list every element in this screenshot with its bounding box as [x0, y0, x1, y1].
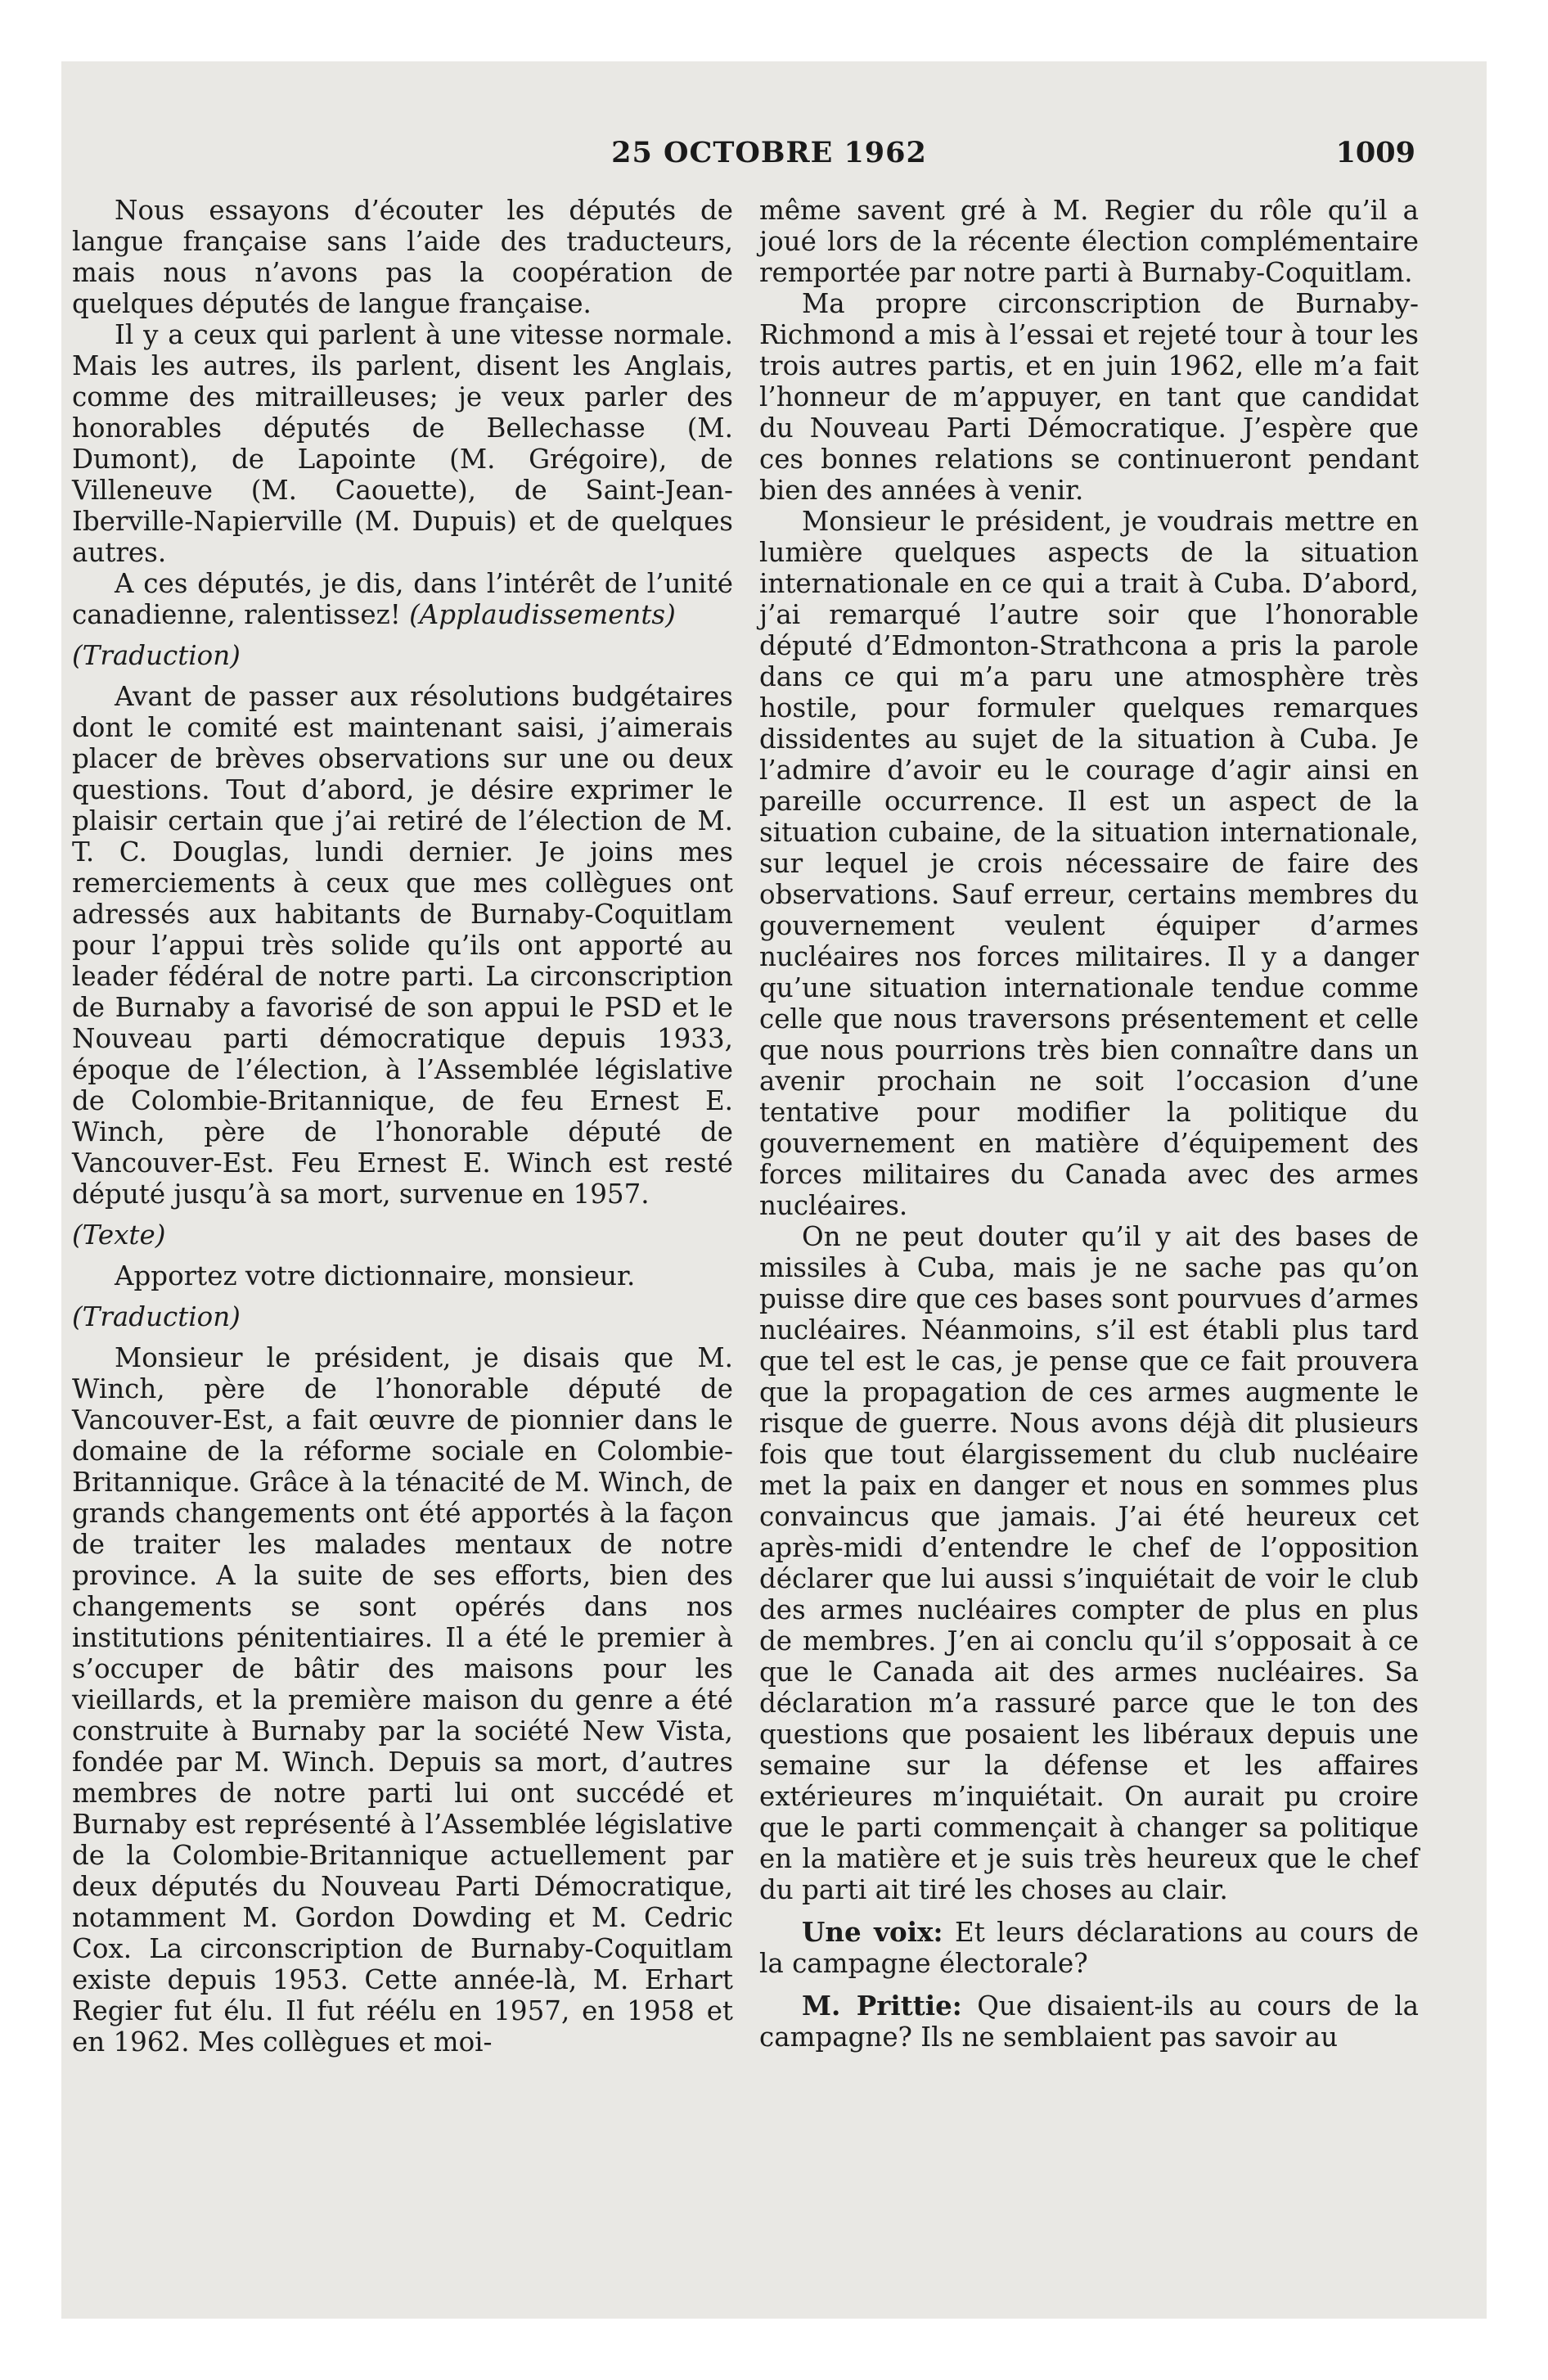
page-header	[123, 136, 1415, 172]
speaker-text: Et leurs déclarations au cours de la campagne électorale?	[759, 1917, 1419, 1979]
page-number: 1009	[1335, 136, 1415, 169]
paragraph: Ma propre circonscription de Burnaby-Richmond a mis à l’essai et rejeté tour à tour les trois autres partis, et en juin 1962, elle m’a fait l’honneur de m’appuyer, en tant que candidat du Nouveau Parti Démocratique. J’espère que ces bonnes relations se continueront pendant bien des années à venir.	[759, 288, 1419, 506]
speaker-text: Que disaient-ils au cours de la campagne? Ils ne semblaient pas savoir au	[759, 1990, 1419, 2053]
text-caption: (Texte)	[72, 1219, 166, 1251]
paragraph: Monsieur le président, je voudrais mettre en lumière quelques aspects de la situation internationale en ce qui a trait à Cuba. D’abord, j’ai remarqué l’autre soir que l’honorable député d’Edmonton-Strathcona a pris la parole dans ce qui m’a paru une atmosphère très hostile, pour formuler quelques remarques dissidentes au sujet de la situation à Cuba. Je l’admire d’avoir eu le courage d’agir ainsi en pareille occurrence. Il est un aspect de la situation cubaine, de la situation internationale, sur lequel je crois nécessaire de faire des observations. Sauf erreur, certains membres du gouvernement veulent équiper d’armes nucléaires nos forces militaires. Il y a danger qu’une situation internationale tendue comme celle que nous traversons présentement et celle que nous pourrions très bien connaître dans un avenir prochain ne soit l’occasion d’une tentative pour modifier la politique du gouvernement en matière d’équipement des forces militaires du Canada avec des armes nucléaires.	[759, 506, 1419, 1221]
speaker-name: M. Prittie:	[802, 1990, 962, 2022]
translation-caption: (Traduction)	[72, 640, 241, 671]
paragraph: Avant de passer aux résolutions budgétaires dont le comité est maintenant saisi, j’aimerais placer de brèves observations sur une ou deux questions. Tout d’abord, je désire exprimer le plaisir certain que j’ai retiré de l’élection de M. T. C. Douglas, lundi dernier. Je joins mes remerciements à ceux que mes collègues ont adressés aux habitants de Burnaby-Coquitlam pour l’appui très solide qu’ils ont apporté au leader fédéral de notre parti. La circonscription de Burnaby a favorisé de son appui le PSD et le Nouveau parti démocratique depuis 1933, époque de l’élection, à l’Assemblée législative de Colombie-Britannique, de feu Ernest E. Winch, père de l’honorable député de Vancouver-Est. Feu Ernest E. Winch est resté député jusqu’à sa mort, survenue en 1957.	[72, 681, 733, 1210]
paragraph: Nous essayons d’écouter les députés de langue française sans l’aide des traducteurs, mais nous n’avons pas la coopération de quelques députés de langue française.	[72, 195, 733, 319]
paragraph	[72, 568, 733, 630]
paragraph: Monsieur le président, je disais que M. Winch, père de l’honorable député de Vancouver-Est, a fait œuvre de pionnier dans le domaine de la réforme sociale en Colombie-Britannique. Grâce à la ténacité de M. Winch, de grands changements ont été apportés à la façon de traiter les malades mentaux de notre province. A la suite de ses efforts, bien des changements se sont opérés dans nos institutions pénitentiaires. Il a été le premier à s’occuper de bâtir des maisons pour les vieillards, et la première maison du genre a été construite à Burnaby par la société New Vista, fondée par M. Winch. Depuis sa mort, d’autres membres de notre parti lui ont succédé et Burnaby est représenté à l’Assemblée législative de la Colombie-Britannique actuellement par deux députés du Nouveau Parti Démocratique, notamment M. Gordon Dowding et M. Cedric Cox. La circonscription de Burnaby-Coquitlam existe depuis 1953. Cette année-là, M. Erhart Regier fut élu. Il fut réélu en 1957, en 1958 et en 1962. Mes collègues et moi-	[72, 1342, 733, 2058]
paragraph: même savent gré à M. Regier du rôle qu’il a joué lors de la récente élection complémentaire remportée par notre parti à Burnaby-Coquitlam.	[759, 195, 1419, 288]
page-date: 25 OCTOBRE 1962	[611, 136, 927, 169]
applause-note: (Applaudissements)	[409, 599, 676, 630]
paragraph-text: A ces députés, je dis, dans l’intérêt de l’unité canadienne, ralentissez!	[72, 568, 733, 630]
speaker-paragraph	[759, 1917, 1419, 1979]
paragraph: Il y a ceux qui parlent à une vitesse normale. Mais les autres, ils parlent, disent les Anglais, comme des mitrailleuses; je veux parler des honorables députés de Bellechasse (M. Dumont), de Lapointe (M. Grégoire), de Villeneuve (M. Caouette), de Saint-Jean-Iberville-Napierville (M. Dupuis) et de quelques autres.	[72, 319, 733, 568]
paragraph: Apportez votre dictionnaire, monsieur.	[115, 1260, 636, 1291]
left-column	[72, 195, 733, 2058]
speaker-paragraph	[759, 1990, 1419, 2053]
speaker-name: Une voix:	[802, 1916, 943, 1948]
translation-caption: (Traduction)	[72, 1301, 241, 1332]
right-column	[759, 195, 1419, 2053]
paragraph: On ne peut douter qu’il y ait des bases de missiles à Cuba, mais je ne sache pas qu’on puisse dire que ces bases sont pourvues d’armes nucléaires. Néanmoins, s’il est établi plus tard que tel est le cas, je pense que ce fait prouvera que la propagation de ces armes augmente le risque de guerre. Nous avons déjà dit plusieurs fois que tout élargissement du club nucléaire met la paix en danger et nous en sommes plus convaincus que jamais. J’ai été heureux cet après-midi d’entendre le chef de l’opposition déclarer que lui aussi s’inquiétait de voir le club des armes nucléaires compter de plus en plus de membres. J’en ai conclu qu’il s’opposait à ce que le Canada ait des armes nucléaires. Sa déclaration m’a rassuré parce que le ton des questions que posaient les libéraux depuis une semaine sur la défense et les affaires extérieures m’inquiétait. On aurait pu croire que le parti commençait à changer sa politique en la matière et je suis très heureux que le chef du parti ait tiré les choses au clair.	[759, 1221, 1419, 1905]
